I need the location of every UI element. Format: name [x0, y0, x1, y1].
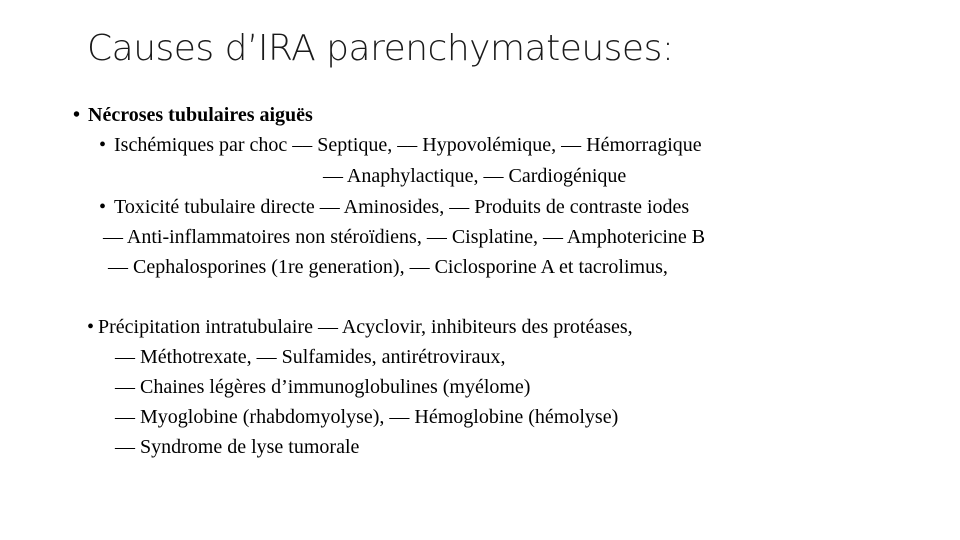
slide-title: Causes d’IRA parenchymateuses:	[87, 28, 674, 69]
line-precipitation-cont-3	[115, 406, 618, 429]
line-precipitation-cont-2	[115, 376, 530, 399]
line-text: — Anaphylactique, — Cardiogénique	[323, 165, 627, 187]
line-text: Nécroses tubulaires aiguës	[88, 104, 313, 126]
bullet-precipitation	[87, 316, 633, 339]
line-text: Précipitation intratubulaire — Acyclovir, inhibiteurs des protéases,	[98, 316, 633, 338]
line-toxicite-cont-2	[108, 256, 668, 279]
line-text: — Chaines légères d’immunoglobulines (myélome)	[115, 376, 531, 398]
line-precipitation-cont-1	[115, 346, 505, 369]
line-text: — Anti-inflammatoires non stéroïdiens, — Cisplatine, — Amphotericine B	[103, 226, 706, 248]
line-ischemiques-cont	[323, 165, 626, 188]
line-text: — Syndrome de lyse tumorale	[115, 436, 360, 458]
bullet-necroses	[73, 104, 313, 127]
bullet-toxicite	[99, 196, 689, 219]
line-text: — Cephalosporines (1re generation), — Ciclosporine A et tacrolimus,	[108, 256, 668, 278]
line-precipitation-cont-4	[115, 436, 359, 459]
line-text: Ischémiques par choc –– Septique, –– Hypovolémique, — Hémorragique	[114, 134, 702, 156]
bullet-dot: •	[99, 134, 107, 156]
bullet-dot: •	[73, 104, 81, 126]
line-text: — Myoglobine (rhabdomyolyse), — Hémoglobine (hémolyse)	[115, 406, 619, 428]
line-toxicite-cont-1	[103, 226, 705, 249]
line-text: — Méthotrexate, — Sulfamides, antirétroviraux,	[115, 346, 506, 368]
bullet-dot: •	[87, 316, 95, 338]
bullet-dot: •	[99, 196, 107, 218]
bullet-ischemiques	[99, 134, 702, 157]
line-text: Toxicité tubulaire directe — Aminosides, — Produits de contraste iodes	[114, 196, 690, 218]
